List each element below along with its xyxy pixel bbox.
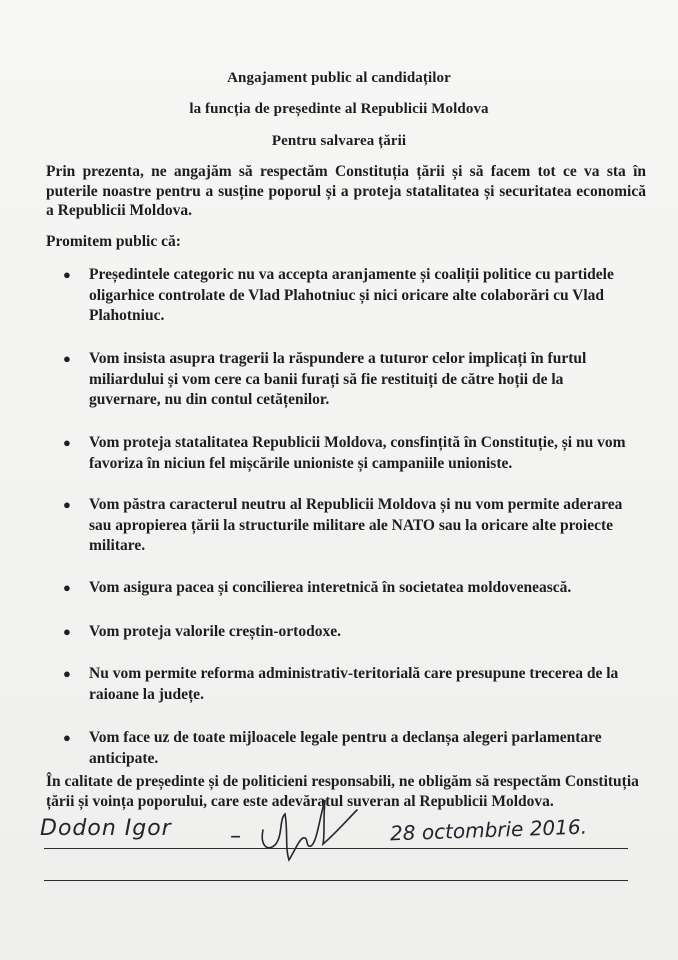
closing-paragraph: În calitate de președinte și de politicieni responsabili, ne obligăm să respectăm Constituția țării și voința poporului, care este adevăratul suveran al Republicii Moldova. <box>46 773 639 810</box>
list-item: ● Vom proteja valorile creștin-ortodoxe. <box>63 622 638 643</box>
bullet-icon: ● <box>63 730 71 745</box>
document-subtitle: la funcția de președinte al Republicii Moldova <box>189 101 489 117</box>
bullet-icon: ● <box>63 497 71 512</box>
document-motto: Pentru salvarea țării <box>271 133 407 149</box>
list-item: ● Vom proteja statalitatea Republicii Moldova, consfințită în Constituție, și nu vom favoriza în niciun fel mișcările unioniste și campaniile unioniste. <box>63 434 626 472</box>
bullet-icon: ● <box>63 435 71 450</box>
list-item: ● Nu vom permite reforma administrativ-teritorială care presupune trecerea de la raioane la județe. <box>63 665 619 703</box>
list-item: ● Președintele categoric nu va accepta aranjamente și coaliții politice cu partidele oligarhice controlate de Vlad Plahotniuc și nici oricare alte colaborări cu Vlad Plahotniuc. <box>63 266 614 324</box>
list-item: ● Vom păstra caracterul neutru al Republicii Moldova și nu vom permite aderarea sau apropierea țării la structurile militare ale NATO sau la oricare alte proiecte militare. <box>63 496 623 554</box>
signature-dash: – <box>230 824 241 849</box>
signature-date: 28 octombrie 2016. <box>389 814 588 846</box>
handwritten-signature-mark <box>255 790 375 870</box>
signer-name: Dodon Igor <box>40 816 172 841</box>
list-item: ● Vom asigura pacea și concilierea interetnică în societatea moldovenească. <box>63 578 638 599</box>
bullet-icon: ● <box>63 267 71 282</box>
bullet-icon: ● <box>63 666 71 681</box>
empty-signature-line <box>44 880 628 881</box>
document-title: Angajament public al candidaților <box>227 70 451 86</box>
list-item: ● Vom insista asupra tragerii la răspundere a tuturor celor implicați în furtul miliardului și vom cere ca banii furați să fie restituiți de către hoții de la guvernare, nu din contul cetățenilor. <box>63 350 587 408</box>
bullet-icon: ● <box>63 351 71 366</box>
bullet-icon: ● <box>63 624 71 639</box>
intro-paragraph: Prin prezenta, ne angajăm să respectăm Constituția țării și să facem tot ce va sta în puterile noastre pentru a susține poporul și a proteja statalitatea și securitatea economică a Republicii Moldova. <box>46 163 646 219</box>
bullet-icon: ● <box>63 580 71 595</box>
signature-block <box>0 800 678 890</box>
promise-heading: Promitem public că: <box>46 233 181 250</box>
list-item: ● Vom face uz de toate mijloacele legale pentru a declanșa alegeri parlamentare anticipate. <box>63 729 602 767</box>
